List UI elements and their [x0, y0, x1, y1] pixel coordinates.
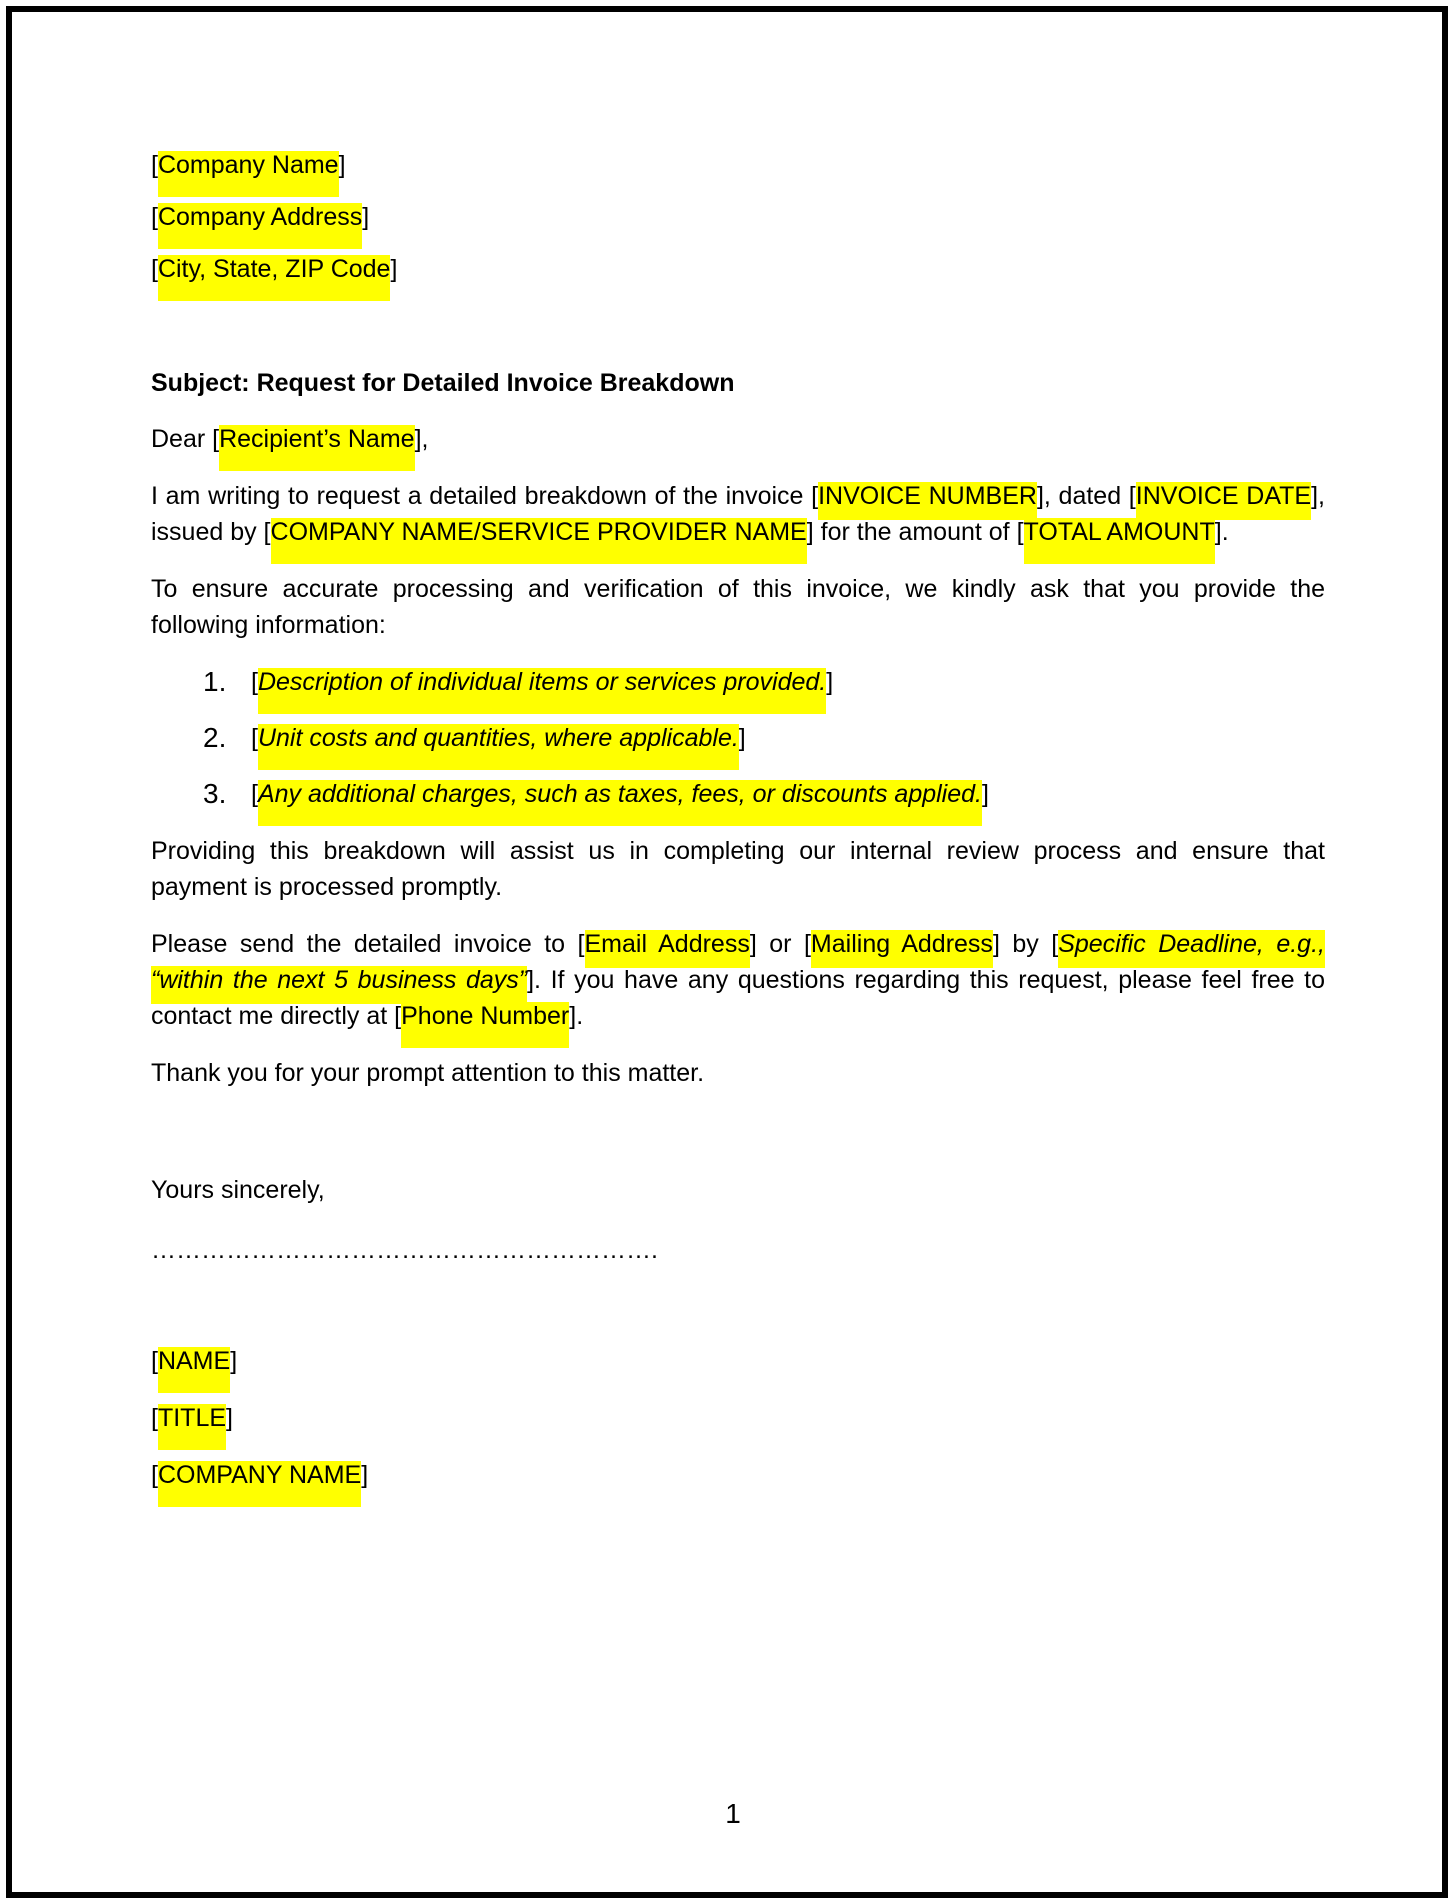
paragraph-providing-line-2: payment is processed promptly. — [151, 873, 503, 901]
text-segment: ] or [ — [749, 930, 811, 958]
list-text: [Unit costs and quantities, where applicable.] — [251, 720, 746, 756]
paragraph-providing-line-1: Providing this breakdown will assist us in completing our internal review process and ensure that — [151, 837, 1325, 865]
signature-company: [COMPANY NAME] — [151, 1457, 368, 1493]
paragraph-send-line-2 — [151, 962, 1325, 998]
list-number: 3. — [203, 778, 227, 809]
placeholder-email-address: Email Address — [585, 930, 750, 968]
placeholder-signature-company: COMPANY NAME — [158, 1461, 361, 1507]
thanks-line: Thank you for your prompt attention to this matter. — [151, 1059, 705, 1087]
placeholder-list-item: Unit costs and quantities, where applicable. — [258, 724, 739, 770]
header-company-name: [Company Name] — [151, 147, 346, 183]
page-number: 1 — [725, 1798, 741, 1829]
paragraph-ensure-line-1: To ensure accurate processing and verification of this invoice, we kindly ask that you provide the — [151, 575, 1325, 603]
signature-title: [TITLE] — [151, 1400, 233, 1436]
subject-line: Subject: Request for Detailed Invoice Breakdown — [151, 369, 735, 397]
placeholder-deadline: Specific Deadline, e.g., — [1058, 930, 1325, 968]
text-segment: issued by [ — [151, 518, 271, 546]
text-segment: ]. If you have any questions regarding this request, please feel free to — [527, 966, 1326, 994]
placeholder-phone-number: Phone Number — [401, 1002, 569, 1048]
list-text: [Description of individual items or services provided.] — [251, 664, 833, 700]
text-segment: ], dated [ — [1036, 482, 1136, 510]
placeholder-company-address: Company Address — [158, 203, 362, 249]
text-segment: ] for the amount of [ — [806, 518, 1024, 546]
placeholder-list-item: Description of individual items or services provided. — [258, 668, 826, 714]
paragraph-request-line-1 — [151, 478, 1325, 514]
placeholder-name: NAME — [158, 1347, 230, 1393]
paragraph-ensure — [151, 571, 1325, 643]
paragraph-request — [151, 478, 1325, 550]
placeholder-invoice-date: INVOICE DATE — [1136, 482, 1311, 520]
placeholder-city-state-zip: City, State, ZIP Code — [158, 255, 391, 301]
paragraph-ensure-line-2: following information: — [151, 611, 386, 639]
text-segment: contact me directly at [ — [151, 1002, 402, 1030]
text-segment: ], — [1311, 482, 1325, 510]
placeholder-total-amount: TOTAL AMOUNT — [1024, 518, 1215, 564]
salutation-prefix: Dear [ — [151, 425, 220, 453]
placeholder-list-item: Any additional charges, such as taxes, fees, or discounts applied. — [258, 780, 982, 826]
paragraph-providing — [151, 833, 1325, 905]
list-text: [Any additional charges, such as taxes, fees, or discounts applied.] — [251, 776, 989, 812]
text-segment: ] by [ — [992, 930, 1059, 958]
signature-name: [NAME] — [151, 1343, 237, 1379]
text-segment: ]. — [1214, 518, 1229, 546]
placeholder-invoice-number: INVOICE NUMBER — [818, 482, 1037, 520]
text-segment: Please send the detailed invoice to [ — [151, 930, 585, 958]
placeholder-deadline-example: “within the next 5 business days” — [151, 966, 527, 1004]
salutation-suffix: ], — [414, 425, 429, 453]
text-segment: ]. — [569, 1002, 584, 1030]
closing-line: Yours sincerely, — [151, 1176, 325, 1204]
header-company-address: [Company Address] — [151, 199, 369, 235]
salutation — [151, 421, 428, 457]
placeholder-mailing-address: Mailing Address — [811, 930, 993, 968]
signature-line: ……………………………………………………. — [151, 1236, 658, 1264]
paragraph-send-line-3 — [151, 998, 1325, 1034]
page — [6, 6, 1448, 1898]
placeholder-company-name: Company Name — [158, 151, 339, 197]
list-number: 2. — [203, 722, 227, 753]
paragraph-send-line-1 — [151, 926, 1325, 962]
list-number: 1. — [203, 666, 227, 697]
paragraph-send — [151, 926, 1325, 1034]
placeholder-service-provider: COMPANY NAME/SERVICE PROVIDER NAME — [271, 518, 807, 564]
paragraph-request-line-2 — [151, 514, 1325, 550]
placeholder-title: TITLE — [158, 1404, 226, 1450]
placeholder-recipient-name: Recipient’s Name — [219, 425, 414, 471]
header-city-state-zip: [City, State, ZIP Code] — [151, 251, 397, 287]
text-segment: I am writing to request a detailed breakdown of the invoice [ — [151, 482, 819, 510]
